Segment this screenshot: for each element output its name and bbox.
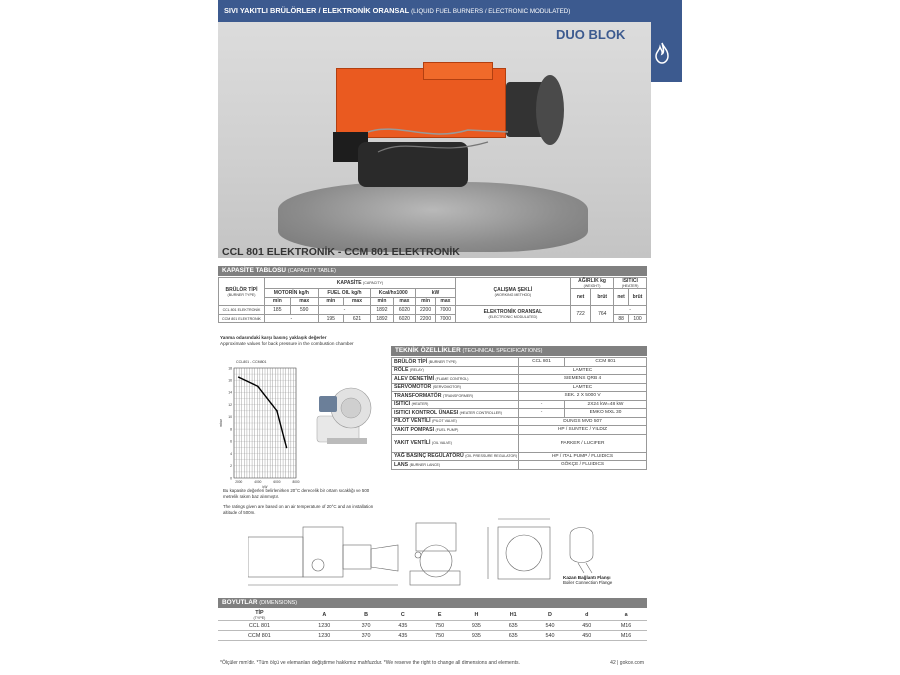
- dim-col-header: H: [458, 610, 495, 621]
- dim-col-header: H1: [495, 610, 532, 621]
- cap-max: max: [290, 297, 318, 306]
- cap-cell: 2200: [416, 306, 436, 315]
- burner-head: [536, 75, 564, 145]
- dim-cell: 370: [348, 631, 385, 641]
- tech-section-sub: (TECHNICAL SPECIFICATIONS): [462, 348, 543, 354]
- dimensions-section-bar: [218, 598, 647, 608]
- cap-group-sub: (CAPACITY): [363, 281, 384, 285]
- burner-control-box: [423, 62, 493, 80]
- temperature-note: [223, 488, 383, 515]
- connection-flange-drawing: [570, 528, 593, 574]
- dim-cell: 935: [458, 621, 495, 631]
- chart-xtick-label: 8000: [292, 480, 300, 484]
- tech-row: [392, 383, 647, 392]
- catalog-page: [218, 0, 682, 675]
- tech-label-text: YAĞ BASINÇ REGÜLATÖRÜ: [394, 453, 464, 460]
- tech-value: LAMTEC: [519, 366, 647, 375]
- page-number: 42 | gokce.com: [610, 660, 644, 666]
- tech-label-sub: (OIL VALVE): [431, 441, 452, 445]
- cap-heater-label: ISITICI: [622, 278, 638, 284]
- cap-heater-sub: (HEATER): [621, 284, 639, 288]
- tech-value: SIEMENS QRB 4: [519, 375, 647, 384]
- cap-heater-brut: brüt: [628, 289, 646, 306]
- tech-label-sub: (BURNER LANCE): [409, 462, 441, 467]
- tech-label-text: TRANSFORMATÖR: [394, 392, 442, 399]
- dim-cell: 435: [384, 631, 421, 641]
- tech-value: -: [519, 409, 565, 418]
- cap-working-value: [455, 306, 570, 323]
- tech-value: LAMTEC: [519, 383, 647, 392]
- dim-cell: 935: [458, 631, 495, 641]
- dim-col-header: C: [384, 610, 421, 621]
- tech-label-sub: (BURNER TYPE): [428, 359, 457, 364]
- cap-weight-net: net: [570, 289, 590, 306]
- dim-type-sub: (TYPE): [253, 616, 266, 620]
- tech-value: CCL 801: [519, 358, 565, 367]
- burner-pipes: [368, 122, 508, 162]
- cap-cell: 6020: [393, 306, 415, 315]
- tech-row: [392, 452, 647, 461]
- dim-row-type: CCL 801: [218, 621, 301, 631]
- chart-data-point: [257, 386, 259, 388]
- chart-ytick-label: 14: [228, 390, 232, 395]
- tech-value: DUNGS MVD 507: [519, 417, 647, 426]
- tech-row-label: [392, 366, 519, 375]
- cap-weight-net-value: 722: [570, 306, 590, 323]
- tech-value: SEK. 2 X 5000 V: [519, 392, 647, 401]
- cap-row-type: CCL 801 ELEKTRONİK: [219, 306, 265, 315]
- cap-row: [219, 306, 647, 315]
- tech-label-sub: (RELAY): [409, 368, 424, 373]
- cap-weight-header: [570, 278, 613, 289]
- dim-row-type: CCM 801: [218, 631, 301, 641]
- cap-max: max: [343, 297, 370, 306]
- dim-col-header: a: [605, 610, 647, 621]
- model-title: CCL 801 ELEKTRONİK - CCM 801 ELEKTRONİK: [222, 246, 460, 258]
- cap-working-value-label: ELEKTRONİK ORANSAL: [483, 309, 543, 316]
- tech-label-text: YAKIT POMPASI: [394, 426, 435, 433]
- tech-row-label: [392, 383, 519, 392]
- tech-row-label: [392, 358, 519, 367]
- tech-label-sub: (OIL PRESSURE REGULATOR): [465, 454, 518, 459]
- tech-row: [392, 366, 647, 375]
- dim-cell: 450: [568, 621, 605, 631]
- dim-cell: 750: [421, 631, 458, 641]
- tech-label-text: ISITICI: [394, 401, 411, 408]
- cap-heater-net: net: [614, 289, 629, 306]
- dim-row: [218, 631, 647, 641]
- dim-col-header: A: [301, 610, 348, 621]
- chart-ytick-label: 18: [228, 366, 232, 371]
- cap-weight-brut: brüt: [591, 289, 614, 306]
- back-pressure-chart: [218, 352, 310, 488]
- chart-xtick-label: 6000: [273, 480, 281, 484]
- dim-header-row: [218, 610, 647, 621]
- header-bar: [218, 0, 651, 22]
- tech-label-text: ISITICI KONTROL ÜNAESI: [394, 409, 459, 416]
- front-view-drawing: [410, 523, 460, 585]
- tech-row-label: [392, 434, 519, 452]
- tech-row: [392, 434, 647, 452]
- dim-cell: 370: [348, 621, 385, 631]
- dimensions-section-title: BOYUTLAR: [222, 599, 258, 606]
- tech-row-label: [392, 426, 519, 435]
- chart-ylabel: mbar: [219, 419, 223, 427]
- tech-value: -: [519, 400, 565, 409]
- temperature-note-en: The ratings given are based on an air temperature of 20°C and an installation altitude of 500m.: [223, 504, 374, 515]
- tech-label-sub: (HEATER CONTROLLER): [459, 410, 502, 415]
- tech-value: CCM 801: [564, 358, 646, 367]
- pressure-note-tr: Yanma odasındaki karşı basınç yaklaşık değerler: [220, 335, 327, 340]
- chart-title: CCL801 - CCM801: [236, 360, 267, 364]
- chart-xlabel: kW: [262, 485, 268, 488]
- cap-col-motorin: MOTORİN kg/h: [265, 289, 319, 298]
- cap-cell: 7000: [436, 306, 456, 315]
- dim-cell: 750: [421, 621, 458, 631]
- footer: [220, 660, 648, 666]
- cap-cell: 1892: [371, 306, 393, 315]
- fan-illustration: [313, 380, 383, 450]
- chart-xtick-label: 2000: [235, 480, 243, 484]
- cap-type-sub: (BURNER TYPE): [227, 292, 256, 297]
- chart-ytick-label: 2: [230, 464, 232, 469]
- flame-icon: [653, 42, 671, 64]
- rock-pedestal: [278, 182, 588, 252]
- tech-label-sub: (HEATER): [411, 402, 429, 407]
- cap-working-label: ÇALIŞMA ŞEKLİ: [493, 286, 533, 293]
- cap-cell: 6020: [393, 314, 415, 323]
- capacity-section-title: KAPASİTE TABLOSU: [222, 267, 287, 274]
- cap-cell: -: [265, 314, 319, 323]
- chart-xtick-label: 4000: [254, 480, 262, 484]
- dim-cell: 540: [532, 621, 569, 631]
- cap-heater-net-value: 88: [614, 314, 629, 323]
- chart-ytick-label: 6: [230, 439, 232, 444]
- flange-caption-tr: Kazan Bağlantı Flanşı: [563, 575, 611, 580]
- cap-working-sub: (WORKING METHOD): [494, 292, 532, 297]
- chart-ytick-label: 16: [228, 378, 232, 383]
- dim-col-header: B: [348, 610, 385, 621]
- tech-label-text: LANS: [394, 461, 409, 468]
- pressure-note-en: Approximate values for back pressure in the combustion chamber: [220, 341, 354, 346]
- dim-type-header: [218, 610, 301, 621]
- dim-col-header: D: [532, 610, 569, 621]
- tech-row-label: [392, 375, 519, 384]
- tech-label-sub: (TRANSFORMER): [442, 393, 474, 398]
- cap-type-label: BRÜLÖR TİPİ: [225, 286, 258, 293]
- tech-label-sub: (FLAME CONTROL): [435, 376, 469, 381]
- footer-note: *Ölçüler mm'dir. *Tüm ölçü ve elemanları değiştirme hakkımız mahfuzdur. *We reserve the right to change all dimensions and elements.: [220, 660, 520, 666]
- dim-col-header: E: [421, 610, 458, 621]
- dim-cell: 635: [495, 631, 532, 641]
- cap-cell: 7000: [436, 314, 456, 323]
- capacity-section-sub: (CAPACITY TABLE): [287, 268, 336, 274]
- tech-row-label: [392, 400, 519, 409]
- tech-row-label: [392, 461, 519, 470]
- dim-cell: M16: [605, 631, 647, 641]
- cap-cell: 185: [265, 306, 291, 315]
- chart-ytick-label: 8: [230, 427, 232, 432]
- tech-value: HP / SUNTEC / YILDIZ: [519, 426, 647, 435]
- cap-col-kw: kW: [416, 289, 456, 298]
- tech-label-text: RÖLE: [394, 367, 409, 374]
- cap-cell: 590: [290, 306, 318, 315]
- tech-row: [392, 400, 647, 409]
- capacity-table: [218, 277, 647, 323]
- chart-data-point: [276, 410, 278, 412]
- dim-row: [218, 621, 647, 631]
- flange-drawing: [488, 519, 550, 579]
- tech-value: GÖKÇE / FLUIDICS: [519, 461, 647, 470]
- dimensions-section-sub: (DIMENSIONS): [259, 600, 298, 606]
- chart-ytick-label: 12: [228, 402, 232, 407]
- tech-label-text: YAKIT VENTİLİ: [394, 440, 431, 446]
- tech-row: [392, 358, 647, 367]
- cap-col-fueloil: FUEL OIL kg/h: [318, 289, 370, 298]
- chart-ytick-label: 10: [228, 415, 232, 420]
- product-photo: [218, 22, 651, 258]
- cap-cell: 195: [318, 314, 343, 323]
- tech-value: EMKO MXL 30: [564, 409, 646, 418]
- cap-group-header: [265, 278, 456, 289]
- cap-min: min: [371, 297, 393, 306]
- tech-section-bar: [391, 346, 647, 356]
- tech-label-text: SERVOMOTOR: [394, 384, 432, 391]
- chart-ytick-label: 0: [230, 476, 232, 481]
- tech-row-label: [392, 417, 519, 426]
- tech-row-label: [392, 392, 519, 401]
- cap-type-header: [219, 278, 265, 306]
- flange-caption: [563, 575, 612, 586]
- capacity-section-bar: [218, 266, 647, 276]
- dim-cell: M16: [605, 621, 647, 631]
- tech-row-label: [392, 409, 519, 418]
- dimensions-table: [218, 610, 647, 641]
- tech-label-text: PİLOT VENTİLİ: [394, 418, 431, 425]
- cap-col-kcal: Kcal/hx1000: [371, 289, 416, 298]
- cap-cell: 1892: [371, 314, 393, 323]
- chart-data-point: [286, 447, 288, 449]
- cap-min: min: [265, 297, 291, 306]
- cap-heater-header: [614, 278, 647, 289]
- cap-group-label: KAPASİTE: [336, 280, 362, 286]
- pressure-note: [220, 335, 390, 347]
- cap-working-header: [455, 278, 570, 306]
- cap-working-value-sub: (ELECTRONIC MODULATED): [488, 315, 538, 320]
- cap-row-type: CCM 801 ELEKTRONİK: [219, 314, 265, 323]
- chart-data-point: [238, 376, 240, 378]
- cap-cell: -: [318, 306, 370, 315]
- dim-cell: 1230: [301, 621, 348, 631]
- cap-min: min: [318, 297, 343, 306]
- tech-value: 2X24 kW=48 kW: [564, 400, 646, 409]
- tech-label-text: ALEV DENETİMİ: [394, 375, 435, 382]
- tech-value: PARKER / LUCIFER: [519, 434, 647, 452]
- tech-label-sub: (FUEL PUMP): [435, 427, 459, 432]
- cap-heater-value: -: [614, 306, 647, 315]
- cap-max: max: [393, 297, 415, 306]
- cap-weight-sub: (WEIGHT): [583, 284, 601, 288]
- tech-label-text: BRÜLÖR TİPİ: [394, 358, 428, 365]
- tech-section-title: TEKNİK ÖZELLİKLER: [395, 347, 461, 354]
- header-subtitle: (LIQUID FUEL BURNERS / ELECTRONIC MODULATED): [411, 8, 571, 15]
- cap-heater-brut-value: 100: [628, 314, 646, 323]
- tech-row: [392, 409, 647, 418]
- cap-cell: 621: [343, 314, 370, 323]
- tech-row: [392, 375, 647, 384]
- dim-cell: 435: [384, 621, 421, 631]
- cap-min: min: [416, 297, 436, 306]
- side-view-drawing: [248, 527, 398, 585]
- tech-row: [392, 417, 647, 426]
- tech-row: [392, 392, 647, 401]
- cap-cell: 2200: [416, 314, 436, 323]
- cap-weight-label: AĞIRLIK kg: [578, 278, 606, 284]
- tech-row: [392, 426, 647, 435]
- dim-type-label: TİP: [255, 610, 264, 616]
- chart-ytick-label: 4: [230, 451, 232, 456]
- series-title: DUO BLOK: [556, 27, 626, 42]
- dim-col-header: d: [568, 610, 605, 621]
- dim-cell: 635: [495, 621, 532, 631]
- tech-row: [392, 461, 647, 470]
- tech-label-sub: (PILOT VALVE): [432, 419, 457, 424]
- dim-cell: 1230: [301, 631, 348, 641]
- cap-weight-brut-value: 764: [591, 306, 614, 323]
- dim-cell: 540: [532, 631, 569, 641]
- tech-value: HP / ITAL PUMP / FLUIDICS: [519, 452, 647, 461]
- tech-label-sub: (SERVOMOTOR): [432, 385, 461, 390]
- tech-table: [391, 357, 647, 470]
- dim-cell: 450: [568, 631, 605, 641]
- temperature-note-tr: Bu kapasite değerleri belirlenirken 20°C derecelik bir ortam sıcaklığı ve 500 metrelik rakım baz alınmıştır.: [223, 488, 370, 499]
- tech-row-label: [392, 452, 519, 461]
- cap-max: max: [436, 297, 456, 306]
- header-title: SIVI YAKITLI BRÜLÖRLER / ELEKTRONİK ORANSAL: [224, 6, 410, 15]
- flange-caption-en: Boiler Connection Flange: [563, 580, 613, 586]
